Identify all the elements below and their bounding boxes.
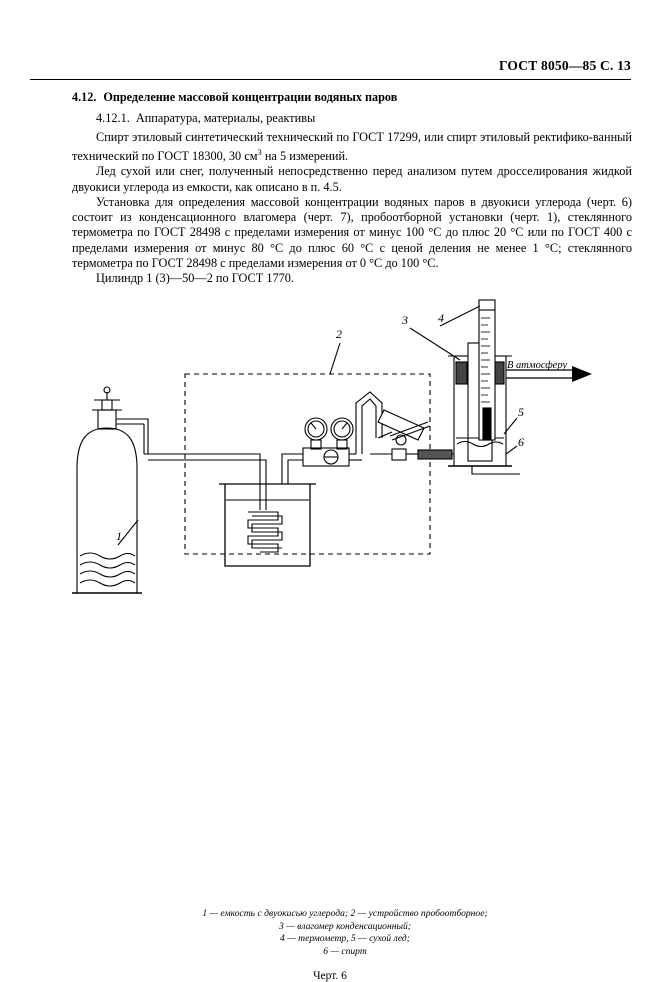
paragraph-1-line-2b: на 5 измерений. [261,148,349,163]
pipe-to-bath [144,454,260,484]
apparatus-schematic [20,288,640,708]
caption-text-1: 1 — емкость с двуокисью углерода; 2 — устройство пробоотборное; [202,908,488,919]
figure-caption [110,908,580,958]
paragraph-1-superscript: 3 [257,146,262,157]
dry-ice-left [456,362,467,384]
flexible-hose [418,450,452,459]
figure-label-2: 2 [336,327,342,341]
liquid-line-4 [80,580,135,586]
pipe-from-bath-2 [288,460,303,484]
cooling-coil [248,512,282,552]
caption-line-1 [110,908,580,921]
cylinder-neck [98,410,116,429]
u-bend-tube [356,392,382,454]
figure-label-5: 5 [518,405,524,419]
section-number: 4.12. [72,90,97,104]
subsection-number: 4.12.1. [96,111,130,126]
pipe-from-bath [282,454,303,484]
subsection-heading [96,111,632,126]
leader-6 [506,446,517,454]
figure-diagram [20,288,640,982]
page-header: ГОСТ 8050—85 С. 13 [498,58,631,73]
sampling-device-outline [185,374,430,554]
paragraph-3: Установка для определения массовой концентрации водяных паров в двуокиси углерода (черт. 6) состоит из конденсационного влагомера (черт. 7), пробоотборной установки (черт. 1), стеклянного термометра по ГОСТ 28498 с пределами измерения от минус 100 °С до плюс 20 °С или по ГОСТ 400 с пределами измерения от минус 80 °С до плюс 60 °С с ценой деления не менее 1 °С; стеклянного термометра по ГОСТ 28498 с пределами измерения от 0 °С до 100 °С. [72,194,632,271]
thermometer [479,300,495,440]
paragraph-2: Лед сухой или снег, полученный непосредственно перед анализом путем дросселирования жидкой двуокиси углерода из емкости, как описано в п. 4.5. [72,164,632,194]
section-heading [72,90,632,105]
body-text [72,90,632,287]
liquid-line-3 [80,571,135,577]
thermometer-bulb [483,408,491,440]
caption-text-4: 6 — спирт [323,945,367,957]
paragraph-1-line-1: Спирт этиловый синтетический технический по ГОСТ 17299, или спирт этиловый ректифико- [96,129,593,144]
pressure-regulator [303,418,353,466]
figure-label-1: 1 [116,529,122,543]
atmosphere-label: В атмосферу [507,360,568,371]
liquid-line-1 [80,553,135,559]
leader-2 [330,343,340,374]
header-divider [30,79,631,80]
cylinder-valve [102,400,112,410]
subsection-title: Аппаратура, материалы, реактивы [135,111,316,126]
pipe-to-bath-2 [148,460,266,484]
caption-text-2: 3 — влагомер конденсационный; [278,920,411,932]
leader-3 [410,328,460,360]
caption-line-3 [110,933,580,946]
meter-stand [472,466,520,474]
figure-label-4: 4 [438,311,444,325]
paragraph-1 [72,130,632,165]
cylinder-shoulder [77,428,137,468]
atmosphere-arrow [572,366,592,382]
paragraph-4: Цилиндр 1 (3)—50—2 по ГОСТ 1770. [96,271,295,286]
caption-line-4 [110,946,580,959]
figure-label-3: 3 [402,313,408,327]
leader-4 [440,306,480,326]
caption-line-2 [110,921,580,934]
paragraph-1-line-2a: ванный технический по ГОСТ 18300, 30 см [72,129,632,163]
liquid-line-2 [80,562,135,568]
section-title: Определение массовой концентрации водяных паров [103,90,398,104]
cylinder-body [77,468,137,593]
valve-block [392,449,406,460]
u-bend-tube-2 [362,399,376,454]
figure-label-6: 6 [518,435,524,449]
caption-text-3: 4 — термометр, 5 — сухой лед; [280,933,410,945]
clamp-holder [378,410,430,445]
figure-number: Черт. 6 [313,970,347,982]
